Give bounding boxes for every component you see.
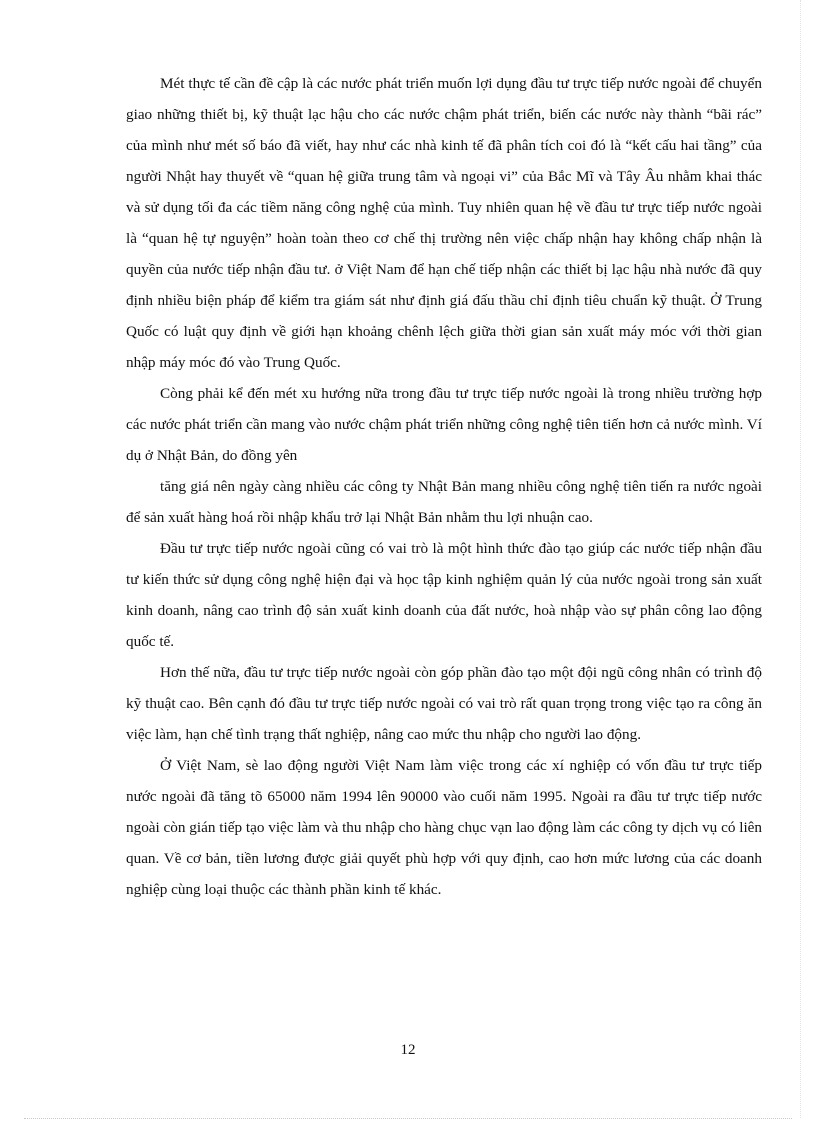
page-right-edge-divider bbox=[800, 0, 801, 1118]
document-body bbox=[126, 68, 762, 905]
page-number: 12 bbox=[400, 1042, 416, 1058]
paragraph-employment-role: Hơn thế nữa, đầu tư trực tiếp nước ngoài còn góp phần đào tạo một đội ngũ công nhân có trình độ kỹ thuật cao. Bên cạnh đó đầu tư trực tiếp nước ngoài có vai trò rất quan trọng trong việc tạo ra công ăn việc làm, hạn chế tình trạng thất nghiệp, nâng cao mức thu nhập cho người lao động. bbox=[126, 664, 762, 743]
paragraph-vietnam-labor: Ở Việt Nam, sè lao động người Việt Nam làm việc trong các xí nghiệp có vốn đầu tư trực tiếp nước ngoài đã tăng tõ 65000 năm 1994 lên 90000 vào cuối năm 1995. Ngoài ra đầu tư trực tiếp nước ngoài còn gián tiếp tạo việc làm và thu nhập cho hàng chục vạn lao động làm các công ty dịch vụ có liên quan. Về cơ bản, tiền lương được giải quyết phù hợp với quy định, cao hơn mức lương của các doanh nghiệp cùng loại thuộc các thành phần kinh tế khác. bbox=[126, 757, 762, 898]
paragraph-japan-example-continued: tăng giá nên ngày càng nhiều các công ty Nhật Bản mang nhiều công nghệ tiên tiến ra nước ngoài để sản xuất hàng hoá rồi nhập khẩu trở lại Nhật Bản nhằm thu lợi nhuận cao. bbox=[126, 478, 762, 526]
page-bottom-divider bbox=[24, 1118, 792, 1119]
paragraph-training-role: Đầu tư trực tiếp nước ngoài cũng có vai trò là một hình thức đào tạo giúp các nước tiếp nhận đầu tư kiến thức sử dụng công nghệ hiện đại và học tập kinh nghiệm quản lý của nước ngoài trong sản xuất kinh doanh, nâng cao trình độ sản xuất kinh doanh của đất nước, hoà nhập vào sự phân công lao động quốc tế. bbox=[126, 540, 762, 650]
paragraph-technology-transfer: Mét thực tế cần đề cập là các nước phát triển muốn lợi dụng đầu tư trực tiếp nước ngoài để chuyển giao những thiết bị, kỹ thuật lạc hậu cho các nước chậm phát triển, biến các nước này thành “bãi rác” của mình như mét số báo đã viết, hay như các nhà kinh tế đã phân tích coi đó là “kết cấu hai tầng” của người Nhật hay thuyết về “quan hệ giữa trung tâm và ngoại vi” của Bắc Mĩ và Tây Âu nhằm khai thác và sử dụng tối đa các tiềm năng công nghệ của mình. Tuy nhiên quan hệ về đầu tư trực tiếp nước ngoài là “quan hệ tự nguyện” hoàn toàn theo cơ chế thị trường nên việc chấp nhận hay không chấp nhận là quyền của nước tiếp nhận đầu tư. ở Việt Nam để hạn chế tiếp nhận các thiết bị lạc hậu nhà nước đã quy định nhiều biện pháp để kiểm tra giám sát như định giá đấu thầu chỉ định tiêu chuẩn kỹ thuật. Ở Trung Quốc có luật quy định về giới hạn khoảng chênh lệch giữa thời gian sản xuất máy móc với thời gian nhập máy móc đó vào Trung Quốc. bbox=[126, 75, 762, 371]
paragraph-advanced-technology-trend: Còng phải kể đến mét xu hướng nữa trong đầu tư trực tiếp nước ngoài là trong nhiều trường hợp các nước phát triển cần mang vào nước chậm phát triển những công nghệ tiên tiến hơn cả nước mình. Ví dụ ở Nhật Bản, do đồng yên bbox=[126, 385, 762, 464]
